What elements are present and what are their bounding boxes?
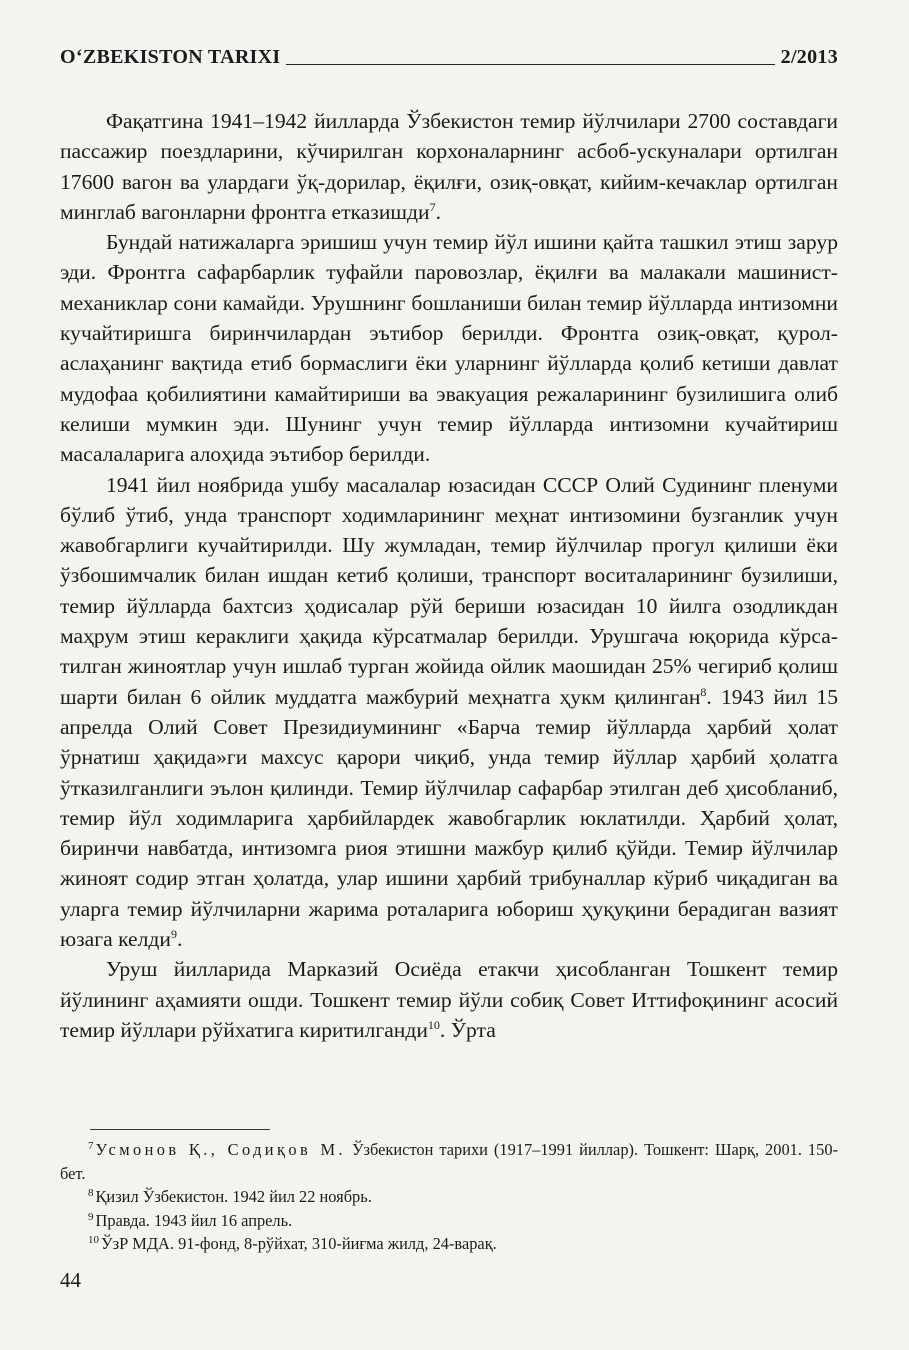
paragraph <box>60 470 838 955</box>
footnote-author: Усмонов Қ., Содиқов М. <box>95 1140 346 1159</box>
paragraph <box>60 954 838 1045</box>
paragraph-end: . <box>176 927 183 952</box>
article-body <box>60 106 838 1045</box>
paragraph-text: 1941 йил ноябрида ушбу масалалар юзасидан СССР Олий Судининг пленуми бўлиб ўтиб, унда транспорт ходимларининг меҳнат интизомини бузганлик учун жавобгарлиги кучайтирилди. Шу жумладан, темир йўлчилар прогул қилиши ёки ўзбошимчалик билан ишдан кетиб қолиши, транспорт воситаларининг бузилиши, темир йўлларда бахтсиз ҳодисалар рўй бериши юзасидан 10 йилга озодликдан маҳрум этиш кераклиги ҳақида кўрсатмалар берилди. Урушгача юқорида кўрсатилган жиноятлар учун ишлаб турган жойида ойлик маошидан 25% чегириб қолиш шарти билан 6 ойлик муддатга мажбурий меҳнатга ҳукм қилинган <box>60 472 838 709</box>
paragraph-tail: . Ўрта <box>439 1017 496 1042</box>
paragraph-text: Бундай натижаларга эришиш учун темир йўл ишини қайта ташкил этиш зарур эди. Фронтга сафарбарлик туфайли паровозлар, ёқилғи ва малакали машинист-механиклар сони камайди. Урушнинг бошланиши билан темир йўлларда интизомни кучайтиришга биринчилардан эътибор берилди. Фронтга озиқ-овқат, қурол-аслаҳанинг вақтида етиб бормаслиги ёки уларнинг йўлларда қолиб кетиши давлат мудофаа қобилиятини камайтириши ва эвакуация режаларининг бузилишига олиб келиши мумкин эди. Шунинг учун темир йўлларда интизомни кучайтириш масалаларига алоҳида эътибор берилди. <box>60 230 838 467</box>
footnote <box>60 1185 838 1209</box>
paragraph-tail: . 1943 йил 15 апрелда Олий Совет Президиумининг «Барча темир йўлларда ҳарбий ҳолат ўрнатиш ҳақида»ги махсус қарори чиқиб, унда темир йўллар ҳарбий ҳолатга ўтказилганлиги эълон қилинди. Темир йўлчилар сафарбар этилган деб ҳисобланиб, темир йўл ходимларига ҳарбийлардек жавобгарлик юклатилди. Ҳарбий ҳолат, биринчи навбатда, интизомга риоя этишни мажбур қилиб қўйди. Темир йўлчилар жиноят содир этган ҳолатда, улар ишини ҳарбий трибуналлар кўриб чиқадиган ва уларга темир йўлчиларни жарима роталарига юбориш ҳуқуқини берадиган вазият юзага келди <box>60 684 839 952</box>
footnote-number: 7 <box>88 1140 94 1152</box>
footnote-text: Қизил Ўзбекистон. 1942 йил 22 ноябрь. <box>95 1187 372 1206</box>
paragraph <box>60 227 838 469</box>
footnote <box>60 1138 838 1185</box>
footnotes <box>60 1138 838 1256</box>
footnote-number: 8 <box>88 1187 94 1199</box>
running-header <box>60 46 838 69</box>
paragraph <box>60 106 838 227</box>
issue-number: 2/2013 <box>780 46 838 68</box>
footnote <box>60 1232 838 1256</box>
footnote-text: ЎзР МДА. 91-фонд, 8-рўйхат, 310-йиғма жилд, 24-варақ. <box>101 1234 497 1253</box>
footnote-number: 9 <box>88 1210 94 1223</box>
footnote-ref[interactable]: 10 <box>427 1017 440 1032</box>
journal-title: O‘ZBEKISTON TARIXI <box>60 46 281 68</box>
footnote-text: Правда. 1943 йил 16 апрель. <box>95 1210 293 1230</box>
page-number: 44 <box>60 1268 81 1292</box>
footnote-ref[interactable]: 8 <box>700 684 707 699</box>
paragraph-text: Уруш йилларида Марказий Осиёда етакчи ҳисобланган Тошкент темир йўлининг аҳамияти ошди. Тошкент темир йўли собиқ Совет Иттифоқининг асосий темир йўллари рўйхатига киритилганди <box>60 957 838 1042</box>
footnote-ref[interactable]: 7 <box>429 199 436 214</box>
footnote-ref[interactable]: 9 <box>170 927 177 942</box>
paragraph-tail: . <box>435 199 441 224</box>
footnote-separator <box>90 1129 270 1130</box>
paragraph-text: Фақатгина 1941–1942 йилларда Ўзбекистон темир йўлчилари 2700 составдаги пассажир поездларини, кўчирилган корхоналарнинг асбоб-ускуналари ортилган 17600 вагон ва улардаги ўқ-дорилар, ёқилғи, озиқ-овқат, кийим-кечаклар ортилган минглаб вагонларни фронтга етказишди <box>60 109 838 224</box>
header-rule <box>286 64 774 65</box>
footnote-text: Ўзбекистон тарихи (1917–1991 йиллар). Тошкент: Шарқ, 2001. 150-бет. <box>60 1140 838 1183</box>
footnote <box>60 1209 838 1233</box>
footnote-number: 10 <box>88 1234 99 1246</box>
